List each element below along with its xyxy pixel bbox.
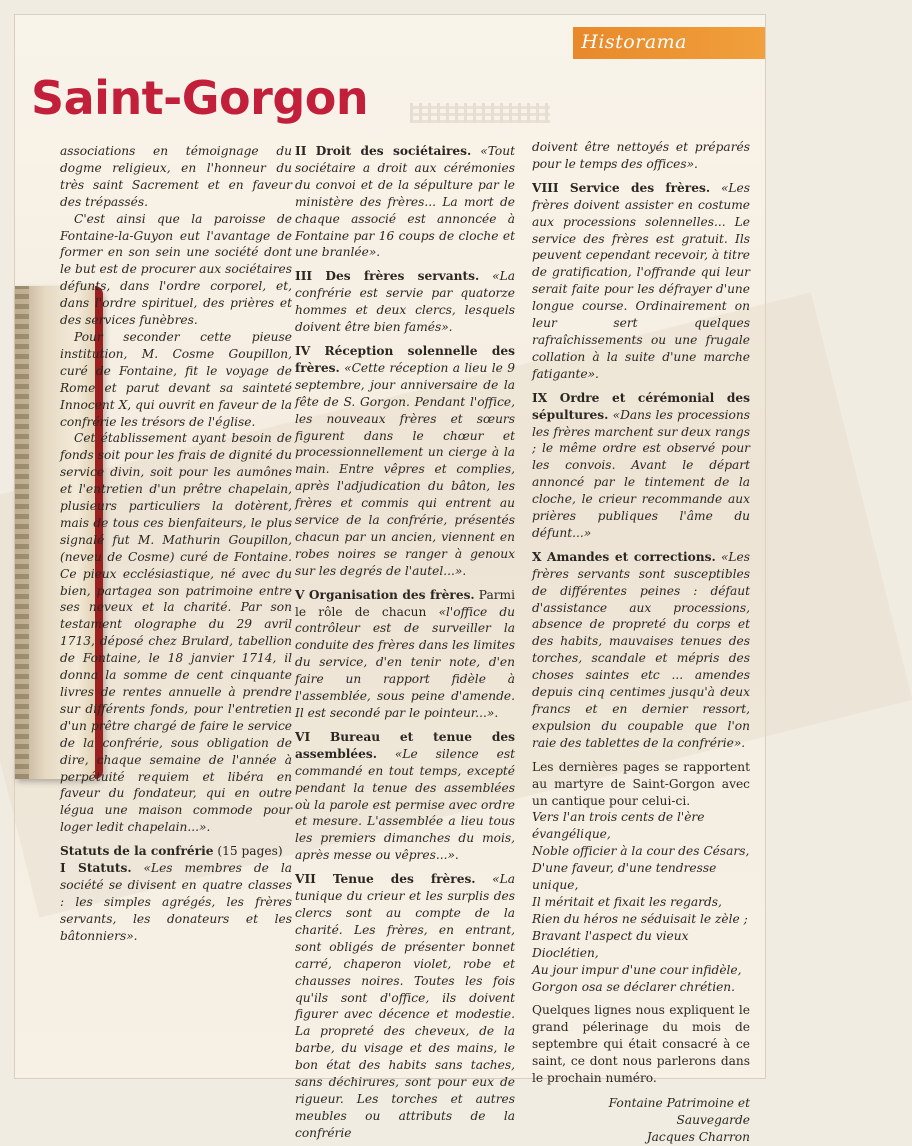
statuts-pages: (15 pages) — [213, 844, 283, 859]
section-5 — [295, 587, 515, 722]
paragraph: Pour seconder cette pieuse institution, M. Cosme Goupillon, curé de Fontaine, fit le voyage de Rome et parut devant sa sainteté Innocent X, qui ouvrit en faveur de la confrérie les trésors de l'église. — [60, 329, 292, 429]
section-2-heading: II Droit des sociétaires. — [295, 144, 472, 158]
article-title: Saint-Gorgon — [31, 71, 369, 125]
section-3-text: «La confrérie est servie par quatorze hommes et deux clercs, lesquels doivent être bien famés». — [295, 269, 515, 335]
paragraph-martyre: Les dernières pages se rapportent au martyre de Saint-Gorgon avec un cantique pour celui-ci. — [532, 759, 750, 808]
section-8-text: «Les frères doivent assister en costume aux processions solennelles... Le service des frères est gratuit. Ils peuvent cependant recevoir, à titre de gratification, l'offrande qui leur serait faite pour les défrayer d'une longue course. Ordinairement on leur sert quelques rafraîchissements ou une frugale collation à la suite d'une marche fatigante». — [532, 180, 750, 381]
section-6-heading: VI Bureau et tenue des assemblées. — [295, 729, 515, 761]
paragraph-pelerinage: Quelques lignes nous expliquent le grand pélerinage du mois de septembre qui était consacré à ce saint, ce dont nous parlerons dans le prochain numéro. — [532, 1003, 750, 1086]
section-label: Historama — [581, 31, 687, 53]
cantique-verse — [532, 809, 750, 995]
verse-line: Noble officier à la cour des Césars, — [532, 844, 750, 859]
section-10 — [532, 549, 750, 752]
statuts-heading-line — [60, 843, 292, 860]
paragraph: C'est ainsi que la paroisse de Fontaine-la-Guyon eut l'avantage de former en son sein une société dont le but est de procurer aux sociétaires défunts, dans l'ordre corporel, et, dans l'ordre spirituel, des prières et des services funèbres. — [60, 211, 292, 328]
verse-line: Vers l'an trois cents de l'ère évangélique, — [532, 810, 705, 842]
column-3 — [532, 139, 750, 1146]
verse-line: Gorgon osa se déclarer chrétien. — [532, 979, 736, 994]
section-9 — [532, 390, 750, 542]
section-2-text: «Tout sociétaire a droit aux cérémonies du convoi et de la sépulture par le ministère des frères... La mort de chaque associé est annoncée à Fontaine par 16 coups de cloche et une branlée». — [295, 144, 515, 260]
section-4 — [295, 343, 515, 580]
signature-author: Jacques Charron — [646, 1129, 750, 1144]
verse-line: Au jour impur d'une cour infidèle, — [532, 962, 742, 977]
section-5-text: «l'office du contrôleur est de surveiller la conduite des frères dans les limites du service, d'en tenir note, d'en faire un rapport fidèle à l'assemblée, sous peine d'amende. Il est secondé par le pointeur...». — [295, 604, 515, 720]
statuts-heading: Statuts de la confrérie — [60, 844, 214, 859]
paragraph: Cet établissement ayant besoin de fonds soit pour les frais de dignité du service divin, soit pour les aumônes et l'entretien d'un prêtre chapelain, plusieurs particuliers la dotèrent, mais de tous ces bienfaiteurs, le plus signalé fut M. Mathurin Goupillon, (neveu de Cosme) curé de Fontaine. Ce pieux ecclésiastique, né avec du bien, partagea son patrimoine entre ses neveux et la charité. Par son testament olographe du 29 avril 1713, déposé chez Brulard, tabellion de Fontaine, le 18 janvier 1714, il donna la somme de cent cinquante livres de rentes annuelle à prendre sur différents fonds, pour l'entretien d'un prêtre chargé de faire le service de la confrérie, sous obligation de dire, chaque semaine de l'année à perpétuité requiem et libéra en faveur du fondateur, qui en outre légua une maison commode pour loger ledit chapelain...». — [60, 431, 292, 835]
section-7 — [295, 871, 515, 1142]
section-2 — [295, 143, 515, 261]
column-1 — [60, 143, 292, 945]
section-7-continued: doivent être nettoyés et préparés pour le temps des offices». — [532, 140, 750, 171]
section-1-text: «Les membres de la société se divisent en quatre classes : les simples agrégés, les frères servants, les donateurs et les bâtonniers». — [60, 861, 292, 943]
greek-key-ornament — [410, 103, 550, 123]
signature-organisation: Fontaine Patrimoine et Sauvegarde — [608, 1095, 750, 1127]
verse-line: Il méritait et fixait les regards, — [532, 894, 722, 909]
section-7-text: «La tunique du crieur et les surplis des clercs sont au compte de la charité. Les frères, en entrant, sont obligés de présenter bonnet carré, chaperon violet, robe et chausses noires. Toutes les fois qu'ils sont d'office, ils doivent figurer avec décence et modestie. La propreté des cheveux, de la barbe, du visage et des mains, le bon état des habits sans taches, sans déchirures, sont pour eux de rigueur. Les torches et autres meubles ou attributs de la confrérie — [295, 872, 515, 1140]
column-2 — [295, 143, 515, 1142]
verse-line: Bravant l'aspect du vieux Dioclétien, — [532, 928, 689, 960]
verse-line: D'une faveur, d'une tendresse unique, — [532, 861, 717, 893]
section-8 — [532, 180, 750, 383]
book-spine-ornament — [15, 286, 29, 779]
section-9-heading: IX Ordre et cérémonial des sépultures. — [532, 390, 750, 422]
section-3-heading: III Des frères servants. — [295, 269, 480, 284]
section-1-heading: I Statuts. — [60, 861, 132, 876]
section-8-heading: VIII Service des frères. — [532, 180, 711, 195]
section-5-heading: V Organisation des frères. — [295, 587, 475, 602]
paragraph: associations en témoignage du dogme religieux, en l'honneur du très saint Sacrement et en faveur des trépassés. — [60, 144, 292, 209]
section-banner — [573, 27, 765, 59]
section-1 — [60, 860, 292, 945]
section-6 — [295, 729, 515, 864]
section-10-text: «Les frères servants sont susceptibles de différentes peines : défaut d'assistance aux processions, absence de propreté du corps et des habits, mauvaises tenues des torches, scandale et mépris des choses saintes etc ... amendes depuis cinq centimes jusqu'à deux francs et en dernier ressort, expulsion du coupable que l'on raie des tablettes de la confrérie». — [532, 549, 750, 750]
section-9-text: «Dans les processions les frères marchent sur deux rangs ; le même ordre est observé pour les convois. Avant le départ annoncé par le tintement de la cloche, le crieur recommande aux prières publiques l'âme du défunt...» — [532, 407, 750, 540]
verse-line: Rien du héros ne séduisait le zèle ; — [532, 911, 748, 926]
section-4-heading: IV Réception solennelle des frères. — [295, 343, 515, 375]
section-7-heading: VII Tenue des frères. — [295, 872, 476, 887]
section-5-lead: Parmi le rôle de chacun — [295, 587, 515, 619]
magazine-page — [15, 15, 765, 1144]
section-4-text: «Cette réception a lieu le 9 septembre, jour anniversaire de la fête de S. Gorgon. Pendant l'office, les nouveaux frères et sœurs figurent dans le chœur et processionnellement un cierge à la main. Entre vêpres et complies, après l'adjudication du bâton, les frères et commis qui entrent au service de la confrérie, présentés chacun par un ancien, viennent en robes noires se ranger à genoux sur les degrés de l'autel...». — [295, 360, 515, 578]
section-10-heading: X Amandes et corrections. — [532, 549, 716, 564]
section-3 — [295, 268, 515, 336]
section-6-text: «Le silence est commandé en tout temps, excepté pendant la tenue des assemblées où la parole est permise avec ordre et mesure. L'assemblée a lieu tous les premiers dimanches du mois, après messe ou vêpres...». — [295, 746, 515, 863]
